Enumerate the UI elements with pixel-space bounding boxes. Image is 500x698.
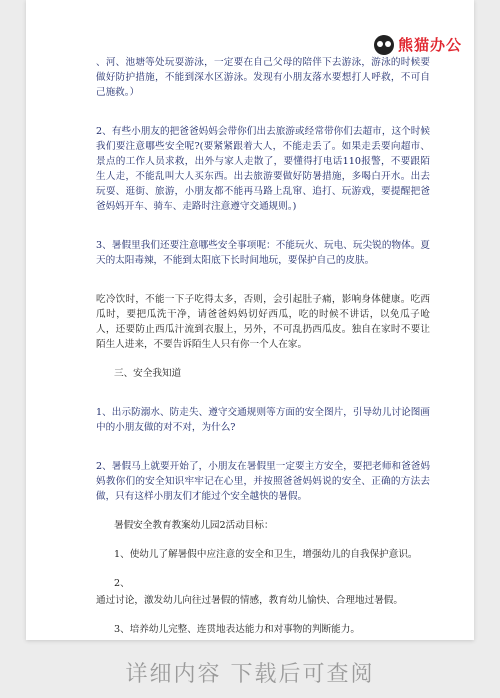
goal-item: 3、培养幼儿完整、连贯地表达能力和对事物的判断能力。 [114, 624, 360, 635]
goal-item: 1、使幼儿了解暑假中应注意的安全和卫生，增强幼儿的自我保护意识。 [114, 549, 418, 560]
paragraph: 3、暑假里我们还要注意哪些安全事项呢：不能玩火、玩电、玩尖锐的物体。夏天的太阳毒辣，不能到太阳底下长时间地玩，要保护自己的皮肤。 [96, 240, 430, 266]
panda-icon [374, 35, 394, 55]
activity-heading: 暑假安全教育教案幼儿园2活动目标： [114, 520, 274, 531]
goal-item: 2、 [114, 578, 130, 589]
paragraph: 2、暑假马上就要开始了，小朋友在暑假里一定要主方安全，要把老师和爸爸妈妈教你们的安全知识牢牢记在心里，并按照爸爸妈妈说的安全、正确的方法去做，只有这样小朋友们才能过个安全越快的暑假。 [96, 461, 430, 502]
paragraph: 2、有些小朋友的把爸爸妈妈会带你们出去旅游或经常带你们去超市，这个时候我们要注意哪些安全呢?(要紧紧跟着大人，不能走丢了。如果走丢要向超市、景点的工作人员求救，出外与家人走散了，要懂得打电话110报警，不要跟陌生人走，不能乱叫大人买东西。出去旅游要做好防暑措施，多喝白开水。出去玩耍、逛街、旅游，小朋友都不能再马路上乱窜、追打、玩游戏，要提醒把爸爸妈妈开车、骑车、走路时注意遵守交通规则。) [96, 126, 430, 212]
footer-note: 详细内容 下载后可查阅 [125, 661, 375, 687]
document-body [96, 55, 430, 640]
paragraph: 、河、池塘等处玩耍游泳，一定要在自己父母的陪伴下去游泳，游泳的时候要做好防护措施，不能到深水区游泳。发现有小朋友落水要想打人呼救，不可自己施救。） [96, 57, 430, 98]
brand-logo [374, 34, 462, 55]
logo-text: 熊猫办公 [397, 36, 462, 54]
goal-item-text: 通过讨论，激发幼儿向往过暑假的情感，教育幼儿愉快、合理地过暑假。 [96, 595, 403, 606]
paragraph: 1、出示防溺水、防走失、遵守交通规则等方面的安全图片，引导幼儿讨论图画中的小朋友做的对不对，为什么? [96, 407, 430, 433]
paragraph: 吃冷饮时，不能一下子吃得太多，否则，会引起肚子痛，影响身体健康。吃西瓜时，要把瓜洗干净，请爸爸妈妈切好西瓜，吃的时候不讲话，以免瓜子呛人，还要防止西瓜汁流到衣服上，另外，不可乱扔西瓜皮。独自在家时不要让陌生人进来，不要告诉陌生人只有你一个人在家。 [96, 294, 430, 350]
section-heading: 三、安全我知道 [114, 368, 182, 379]
document-page [26, 0, 474, 640]
